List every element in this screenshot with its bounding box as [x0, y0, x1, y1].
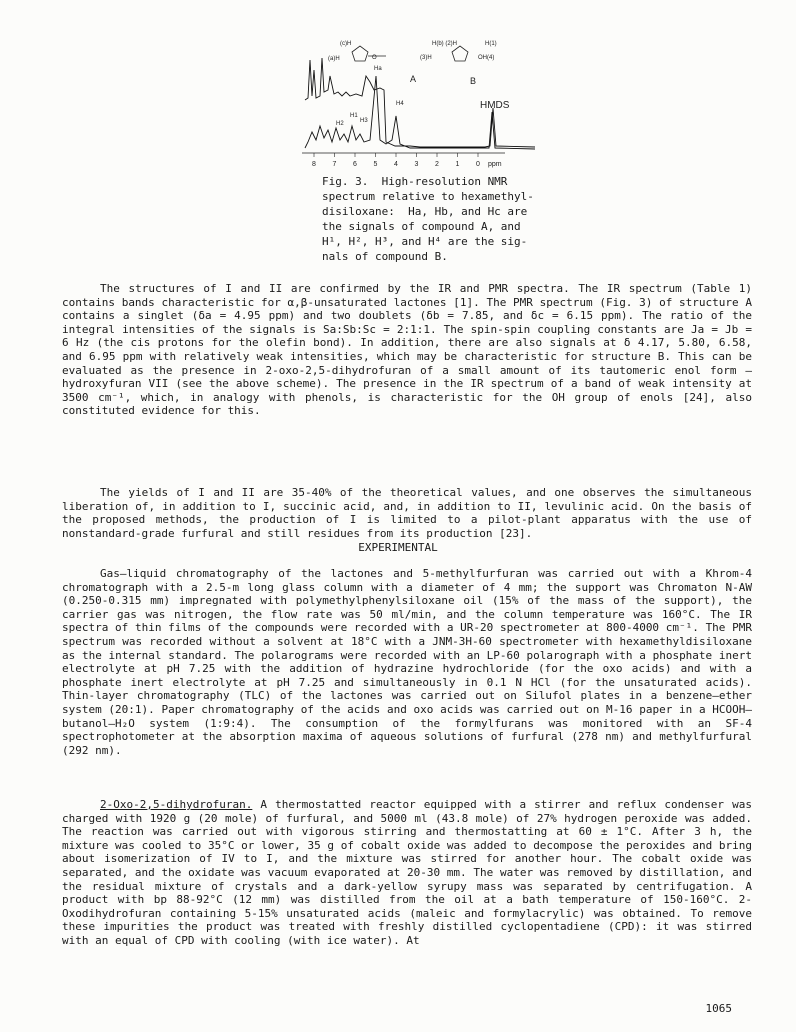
paragraph-methods: [62, 567, 752, 757]
section-heading: EXPERIMENTAL: [358, 541, 438, 554]
peak-label-h3: H3: [360, 118, 368, 124]
spectrum-trace: [305, 76, 535, 149]
struct-label-a: (a)H: [328, 56, 340, 62]
paragraph-structures: [62, 282, 752, 418]
nmr-spectrum-plot: [300, 30, 535, 170]
paragraph-synthesis-body: [62, 798, 752, 948]
x-axis-tick-label: 4: [394, 161, 398, 168]
x-axis-unit-label: ppm: [488, 161, 502, 168]
x-axis-ticks: [314, 153, 478, 157]
x-axis-tick-label: 5: [373, 161, 378, 168]
peak-label-h1: H1: [350, 113, 358, 119]
paragraph-synthesis: [62, 798, 752, 948]
paragraph-text: Gas—liquid chromatography of the lactones and 5-methylfurfuran was carried out with a Khrom-4 chromatograph with a 2.5-m long glass column with a diameter of 4 mm; the support was Chromaton N-AW (0.250-0.315 mm) impregnated with polymethylphenylsiloxane oil (15% of the mass of the support), the carrier gas was nitrogen, the flow rate was 50 ml/min, and the column temperature was 160°C. The IR spectra of thin films of the compounds were recorded with a UR-20 spectrometer at 800-4000 cm⁻¹. The PMR spectrum was recorded without a solvent at 18°C with a JNM-3H-60 spectrometer with hexamethyldisiloxane as the internal standard. The polarograms were recorded with an LP-60 polarograph with a phosphate inert electrolyte at pH 7.25 with the addition of hydrazine hydrochloride (for the oxo acids) and with a phosphate inert electrolyte at pH 7.25 and simultaneously in 0.1 N HCl (for the unsaturated acids). Thin-layer chromatography (TLC) of the lactones was carried out on Silufol plates in a benzene—ether system (20:1). Paper chromatography of the acids and oxo acids was carried out on M-16 paper in a HCOOH—butanol—H₂O system (1:9:4). The consumption of the formylfurans was monitored with an SF-4 spectrophotometer at the absorption maxima of aqueous solutions of furfural (278 nm) and methylfurfural (292 nm).: [62, 567, 752, 757]
x-axis-tick-label: 2: [435, 161, 439, 168]
struct-label-c: (c)H: [340, 41, 352, 47]
peak-label-h4: H4: [396, 101, 404, 107]
x-axis-tick-labels: [312, 161, 502, 168]
peak-label-ha: Ha: [374, 66, 382, 72]
nmr-spectrum-figure: [300, 30, 535, 170]
structure-b: [368, 46, 468, 61]
paragraph-text: The structures of I and II are confirmed by the IR and PMR spectra. The IR spectrum (Table 1) contains bands characteristic for α,β-unsaturated lactones [1]. The PMR spectrum (Fig. 3) of structure A contains a singlet (δa = 4.95 ppm) and two doublets (δb = 7.85, and δc = 6.15 ppm). The ratio of the integral intensities of the signals is Sa:Sb:Sc = 2:1:1. The spin-spin coupling constants are Ja = Jb = 6 Hz (the cis protons for the olefin bond). In addition, there are also signals at δ 4.17, 5.80, 6.58, and 6.95 ppm with relatively weak intensities, which may be characteristic for structure B. This can be evaluated as the presence in 2-oxo-2,5-dihydrofuran of a small amount of its tautomeric enol form — hydroxyfuran VII (see the above scheme). The presence in the IR spectrum of a band of weak intensity at 3500 cm⁻¹, which, in analogy with phenols, is characteristic for the OH group of enols [24], also constituted evidence for this.: [62, 282, 752, 418]
synthesis-title: 2-Oxo-2,5-dihydrofuran.: [100, 798, 253, 811]
struct-label-b2: H(b) (2)H: [432, 41, 457, 47]
x-axis-tick-label: 8: [312, 161, 316, 168]
paragraph-text: The yields of I and II are 35-40% of the theoretical values, and one observes the simultaneous liberation of, in addition to I, succinic acid, and, in addition to II, levulinic acid. On the basis of the proposed methods, the production of I is limited to a pilot-plant apparatus with the use of nonstandard-grade furfural and still residues from its production [23].: [62, 486, 752, 540]
struct-label-3: (3)H: [420, 55, 432, 61]
x-axis-tick-label: 3: [414, 161, 419, 168]
peak-label-h2: H2: [336, 121, 344, 127]
x-axis-tick-label: 7: [332, 161, 337, 168]
compound-a-label: A: [410, 74, 417, 84]
struct-label-o: O: [372, 55, 377, 61]
x-axis-tick-label: 1: [455, 161, 460, 168]
x-axis-tick-label: 6: [353, 161, 357, 168]
structure-a: [352, 46, 368, 61]
struct-label-4: OH(4): [478, 55, 495, 61]
compound-b-label: B: [470, 76, 477, 86]
page-number: 1065: [705, 1002, 732, 1015]
x-axis-tick-label: 0: [476, 161, 480, 168]
figure-caption: Fig. 3. High-resolution NMR spectrum relative to hexamethyl- disiloxane: Ha, Hb, and Hc are the signals of compound A, and H¹, H², H³, and H⁴ are the sig- nals of compound B.: [322, 175, 534, 263]
paragraph-yields: [62, 486, 752, 540]
peak-label-hmds: HMDS: [480, 100, 510, 111]
synthesis-text: A thermostatted reactor equipped with a stirrer and reflux condenser was charged with 1920 g (20 mole) of furfural, and 5000 ml (43.8 mole) of 27% hydrogen peroxide was added. The reaction was carried out with vigorous stirring and thermostatting at 60 ± 1°C. After 3 h, the mixture was cooled to 35°C or lower, 35 g of cobalt oxide was added to decompose the peroxides and bring about isomerization of IV to I, and the mixture was stirred for another hour. The cobalt oxide was separated, and the oxidate was vacuum evaporated at 20-30 mm. The water was removed by distillation, and the residual mixture of crystals and a dark-yellow syrupy mass was separated by centrifugation. A product with bp 88-92°C (12 mm) was distilled from the oil at a bath temperature of 150-160°C. 2-Oxodihydrofuran containing 5-15% unsaturated acids (maleic and formylacrylic) was obtained. To remove these impurities the product was treated with freshly distilled cyclopentadiene (CPD): it was stirred with an equal of CPD with cooling (with ice water). At: [62, 798, 752, 947]
struct-label-1: H(1): [485, 41, 497, 47]
